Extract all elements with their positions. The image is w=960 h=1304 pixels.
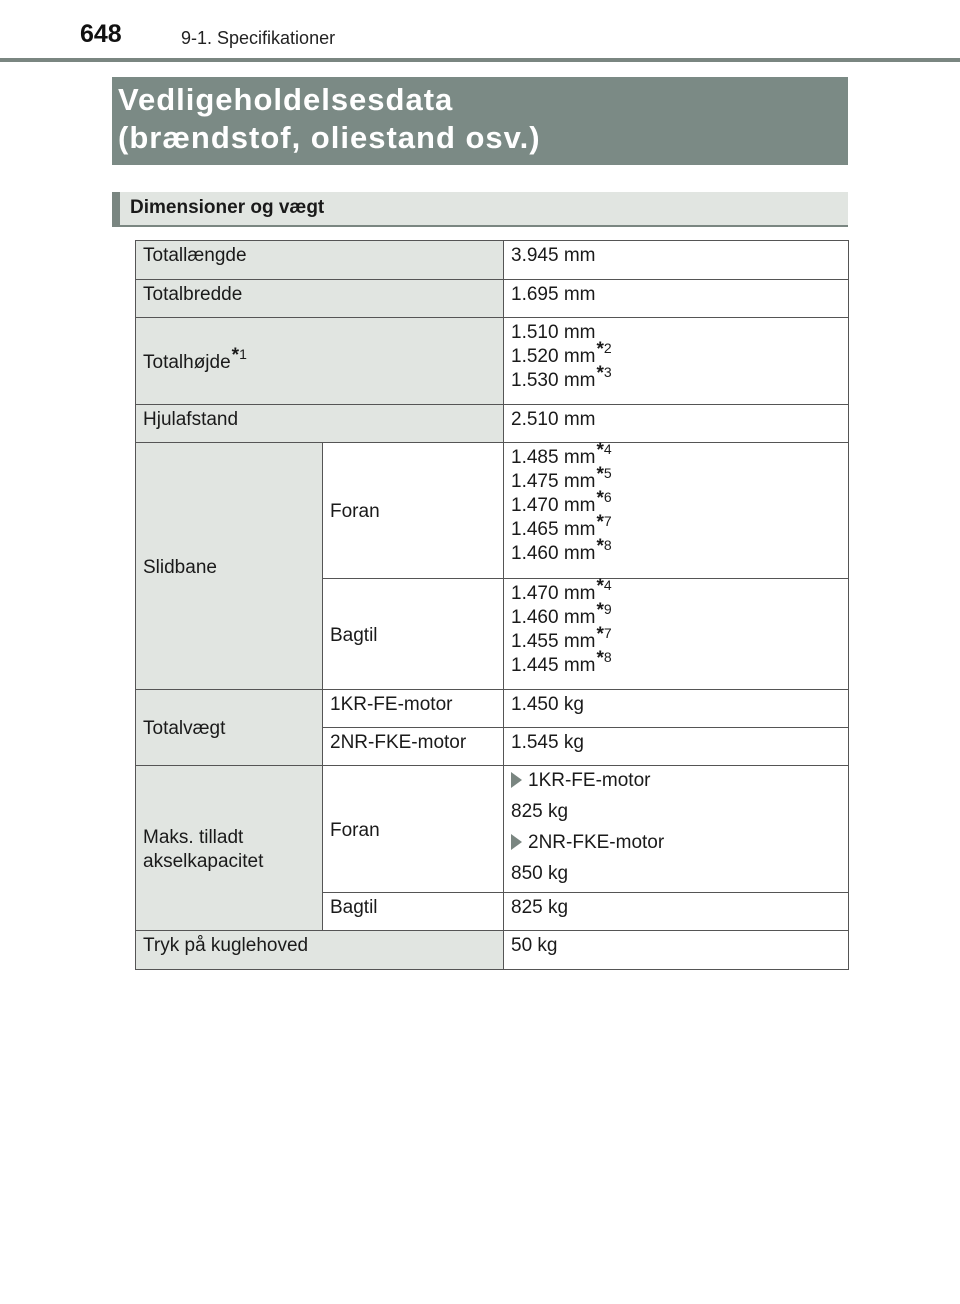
footnote-number: 2 xyxy=(603,340,612,356)
value-line xyxy=(511,321,842,345)
label-cell: Slidbane xyxy=(136,443,323,690)
value-cell: 825 kg xyxy=(504,893,849,931)
value-text: 1.470 mm xyxy=(511,495,596,516)
value-cell xyxy=(504,766,849,893)
value-cell: 2.510 mm xyxy=(504,405,849,443)
footnote-number: 3 xyxy=(603,364,612,380)
value-text: 1.445 mm xyxy=(511,655,596,676)
title-band xyxy=(112,77,848,165)
triangle-bullet-icon xyxy=(511,834,522,850)
footnote-star: * xyxy=(596,600,604,621)
axle-value: 850 kg xyxy=(511,863,569,884)
value-cell: 3.945 mm xyxy=(504,241,849,280)
triangle-bullet-icon xyxy=(511,772,522,788)
footnote-star: * xyxy=(596,512,604,533)
table-row xyxy=(136,443,849,579)
subheader-label: Dimensioner og vægt xyxy=(130,197,325,218)
table-row xyxy=(136,405,849,443)
value-line xyxy=(511,363,842,393)
value-line xyxy=(511,512,842,542)
value-text: 1.485 mm xyxy=(511,447,596,468)
title-line-1: Vedligeholdelsesdata xyxy=(118,82,454,117)
footnote-star: * xyxy=(596,648,604,669)
spec-table xyxy=(135,240,849,970)
header-rule xyxy=(0,58,960,62)
engine-entry xyxy=(511,831,842,855)
value-text: 1.520 mm xyxy=(511,346,596,367)
title-line-2: (brændstof, oliestand osv.) xyxy=(118,120,541,155)
value-line xyxy=(511,576,842,606)
label-text: Totalhøjde xyxy=(143,351,231,373)
label-cell: Totallængde xyxy=(136,241,504,280)
subheader xyxy=(112,192,848,227)
engine-name: 1KR-FE-motor xyxy=(528,770,651,791)
engine-name: 2NR-FKE-motor xyxy=(528,832,665,853)
value-line xyxy=(511,464,842,494)
footnote-number: 7 xyxy=(603,625,612,641)
value-line xyxy=(511,648,842,678)
engine-entry xyxy=(511,769,842,793)
value-line xyxy=(511,600,842,630)
label-cell: Tryk på kuglehoved xyxy=(136,931,504,970)
value-cell xyxy=(504,318,849,405)
label-cell xyxy=(136,318,504,405)
sublabel-cell: Bagtil xyxy=(323,893,504,931)
sublabel-cell: Foran xyxy=(323,766,504,893)
footnote-number: 1 xyxy=(239,345,247,362)
sublabel-cell: Bagtil xyxy=(323,579,504,690)
table-row xyxy=(136,690,849,728)
value-text: 1.510 mm xyxy=(511,322,596,343)
table-row xyxy=(136,280,849,318)
table-row xyxy=(136,766,849,893)
label-cell: Totalvægt xyxy=(136,690,323,766)
footnote-number: 5 xyxy=(603,465,612,481)
value-line xyxy=(511,488,842,518)
section-reference: 9-1. Specifikationer xyxy=(181,28,336,48)
value-text: 1.475 mm xyxy=(511,471,596,492)
value-text: 1.460 mm xyxy=(511,543,596,564)
value-cell: 1.450 kg xyxy=(504,690,849,728)
footnote-star: * xyxy=(596,464,604,485)
value-cell: 50 kg xyxy=(504,931,849,970)
page-number: 648 xyxy=(80,20,122,48)
value-cell: 1.695 mm xyxy=(504,280,849,318)
value-cell: 1.545 kg xyxy=(504,728,849,766)
footnote-star: * xyxy=(596,488,604,509)
footnote-number: 9 xyxy=(603,601,612,617)
value-cell xyxy=(504,440,849,579)
axle-value: 825 kg xyxy=(511,801,569,822)
footnote-star: * xyxy=(596,339,604,360)
footnote-star: * xyxy=(596,624,604,645)
table-row xyxy=(136,318,849,405)
label-cell: Maks. tilladt akselkapacitet xyxy=(136,766,323,931)
footnote-star: * xyxy=(596,440,604,461)
value-text: 1.465 mm xyxy=(511,519,596,540)
footnote-number: 7 xyxy=(603,513,612,529)
value-line xyxy=(511,624,842,654)
value-cell xyxy=(504,576,849,690)
engine-cell: 2NR-FKE-motor xyxy=(323,728,504,766)
footnote-number: 8 xyxy=(603,537,612,553)
value-text: 1.530 mm xyxy=(511,370,596,391)
value-line xyxy=(511,536,842,566)
value-text: 1.455 mm xyxy=(511,631,596,652)
footnote-number: 6 xyxy=(603,489,612,505)
footnote-star: * xyxy=(596,363,604,384)
label-cell: Hjulafstand xyxy=(136,405,504,443)
table-row xyxy=(136,241,849,280)
footnote-star: * xyxy=(231,344,240,366)
label-cell: Totalbredde xyxy=(136,280,504,318)
table-row xyxy=(136,931,849,970)
footnote-number: 4 xyxy=(603,577,612,593)
sublabel-cell: Foran xyxy=(323,443,504,579)
footnote-number: 4 xyxy=(603,441,612,457)
value-text: 1.460 mm xyxy=(511,607,596,628)
value-line xyxy=(511,440,842,470)
footnote-star: * xyxy=(596,536,604,557)
value-line xyxy=(511,339,842,369)
engine-cell: 1KR-FE-motor xyxy=(323,690,504,728)
footnote-number: 8 xyxy=(603,649,612,665)
value-text: 1.470 mm xyxy=(511,583,596,604)
footnote-star: * xyxy=(596,576,604,597)
